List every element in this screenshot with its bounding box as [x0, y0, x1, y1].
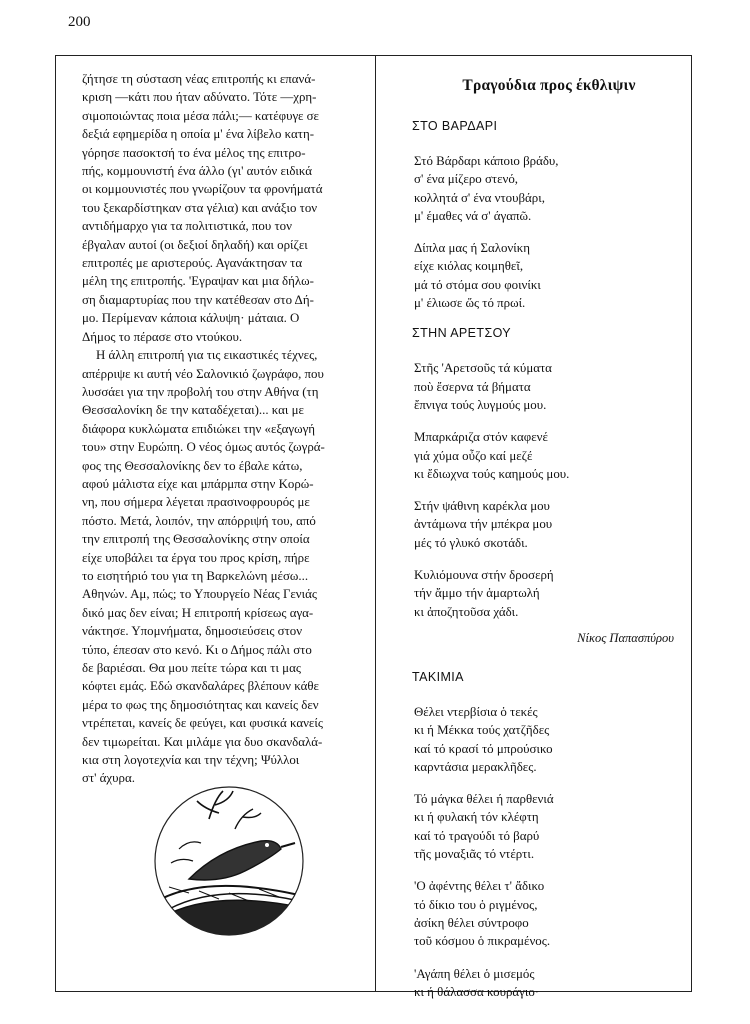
verse-line: Τό μάγκα θέλει ή παρθενιά: [414, 792, 554, 807]
verse-line: κολλητά σ' ένα ντουβάρι,: [414, 190, 545, 205]
verse-line: ποὺ ἔσερνα τά βήματα: [414, 379, 531, 394]
stanza: [414, 428, 678, 483]
stanza: [414, 239, 678, 312]
article-line: δεξιά εφημερίδα η οποία μ' ένα λίβελο κατη-: [82, 127, 314, 142]
verse-line: τῆς μοναξιᾶς τό ντέρτι.: [414, 847, 535, 862]
article-line: οι κομμουνιστές που γνωρίζουν τα φρονήματά: [82, 182, 323, 197]
stanza: [414, 965, 678, 1002]
article-line: πόστο. Μετά, λοιπόν, την απόρριψή του, από: [82, 513, 316, 528]
verse-line: κι ή θάλασσα κουράγιο·: [414, 984, 540, 999]
verse-line: μ' έλιωσε ὥς τό πρωί.: [414, 296, 526, 311]
stanza: [414, 152, 678, 225]
article-line: δικό μας δεν είναι; Η επιτροπή κρίσεως αγα-: [82, 605, 314, 620]
verse-line: 'Αγάπη θέλει ὁ μισεμός: [414, 966, 535, 981]
article-line: λυσσάει για την προβολή του στην Αθήνα (τη: [82, 384, 319, 399]
article-line: του ξεκαρδίστηκαν στα γέλια) και ανάξιο τον: [82, 200, 318, 215]
verse-line: Κυλιόμουνα στήν δροσερή: [414, 568, 554, 583]
article-line: Αθηνών. Αμ, πώς; το Υπουργείο Νέας Γενιάς: [82, 587, 317, 602]
article-line: νη, που σήμερα λέγεται πρασινοφρουρός με: [82, 495, 310, 510]
verse-line: κι ή φυλακή τόν κλέφτη: [414, 810, 539, 825]
verse-line: κι ή Μέκκα τούς χατζῆδες: [414, 723, 550, 738]
article-paragraph: [82, 70, 365, 346]
song-title: ΤΑΚΙΜΙΑ: [412, 669, 464, 684]
song-title: ΣΤΗΝ ΑΡΕΤΣΟΥ: [412, 326, 512, 341]
verse-line: είχε κιόλας κοιμηθεῖ,: [414, 259, 524, 274]
page-number: 200: [68, 14, 91, 30]
songs-column: [412, 72, 678, 1015]
verse-line: τοῦ κόσμου ὁ πικραμένος.: [414, 934, 551, 949]
verse-line: Στό Βάρδαρι κάποιο βράδυ,: [414, 154, 559, 168]
verse-line: καί τό κρασί τό μπρούσικο: [414, 741, 553, 756]
verse-line: μές τό γλυκό σκοτάδι.: [414, 535, 528, 550]
article-line: ση διαμαρτυρίας που την κατέθεσαν στο Δή-: [82, 292, 314, 307]
article-line: του» στην Ευρώπη. Ο νέος όμως αυτός ζωγρά-: [82, 440, 325, 455]
verse-line: γιά χύμα οὖζο καί μεζέ: [414, 448, 533, 463]
article-line: Θεσσαλονίκη δε την καταδέχεται)... και με: [82, 403, 304, 418]
verse-line: σ' ένα μίζερο στενό,: [414, 172, 518, 187]
verse-line: καρντάσια μερακλῆδες.: [414, 759, 537, 774]
article-line: είχε υποβάλει τα έργα του προς κρίση, πήρε: [82, 550, 310, 565]
article-line: κριση —κάτι που ήταν αδύνατο. Τότε —χρη-: [82, 90, 317, 105]
stanza: [414, 877, 678, 950]
verse-line: Θέλει ντερβίσια ὁ τεκές: [414, 704, 538, 719]
verse-line: κι ἔδιωχνα τούς καημούς μου.: [414, 466, 570, 481]
verse-line: Στήν ψάθινη καρέκλα μου: [414, 499, 550, 514]
verse-line: μ' έμαθες νά σ' άγαπῶ.: [414, 208, 532, 223]
verse-line: Στῆς 'Αρετσοῦς τά κύματα: [414, 361, 552, 376]
stanza: [414, 566, 678, 621]
article-line: μέλη της επιτροπής. 'Εγραψαν και μια δήλω-: [82, 274, 314, 289]
verse-line: κι ἀποζητοῦσα χάδι.: [414, 604, 519, 619]
article-line: δεν τιμωρείται. Και μιλάμε για δυο σκανδαλά-: [82, 734, 323, 749]
article-line: διάφορα κυκλώματα επιδιώκει την «εξαγωγή: [82, 421, 316, 436]
bird-nest-illustration: [149, 779, 309, 939]
article-line: ντρέπεται, κανείς δε φεύγει, και φυσικά κανείς: [82, 716, 323, 731]
article-line: την επιτροπή της Θεσσαλονίκης στην οποία: [82, 532, 310, 547]
verse-line: μά τό στόμα σου φοινίκι: [414, 277, 541, 292]
songs-list: [412, 119, 678, 1001]
article-column: [82, 70, 365, 788]
verse-line: ἔπνιγα τούς λυγμούς μου.: [414, 397, 547, 412]
article-line: στ' άχυρα.: [82, 771, 135, 786]
article-line: μέρα το φως της δημοσιότητας και κανείς δεν: [82, 697, 319, 712]
song-title: ΣΤΟ ΒΑΡΔΑΡΙ: [412, 119, 498, 133]
verse-line: ἀσίκη θέλει σύντροφο: [414, 915, 529, 930]
article-line: ζήτησε τη σύσταση νέας επιτροπής κι επανά-: [82, 72, 316, 86]
song-author: Νίκος Παπασπύρου: [577, 630, 674, 645]
stanza: [414, 497, 678, 552]
article-line: νάκτησε. Υπομνήματα, δημοσιεύσεις στον: [82, 624, 303, 639]
verse-line: ἀντάμωνα τήν μπέκρα μου: [414, 517, 553, 532]
article-line: κόφτει εμάς. Εδώ σκανδαλάρες βλέπουν κάθε: [82, 679, 319, 694]
article-line: αντιδήμαρχο για τα πολιτιστικά, που τον: [82, 219, 292, 234]
article-line: Δήμος το πέρασε στο ντούκου.: [82, 329, 243, 344]
verse-line: τό δίκιο του ὁ ριγμένος,: [414, 897, 538, 912]
stanza: [414, 359, 678, 414]
article-line: τύπο, έπεσαν στο κενό. Κι ο Δήμος πάλι στο: [82, 642, 312, 657]
article-line: απέρριψε κι αυτή νέο Σαλονικιό ζωγράφο, που: [82, 366, 324, 381]
article-line: σιμοποιώντας ποια μέσα πάλι;— κατέφυγε σε: [82, 108, 319, 123]
article-line: φος της Θεσσαλονίκης δεν το έβαλε κάτω,: [82, 458, 303, 473]
article-paragraph: [82, 346, 365, 788]
songs-heading: Τραγούδια προς έκθλιψιν: [462, 77, 636, 94]
verse-line: τήν ἄμμο τήν ἁμαρτωλή: [414, 586, 540, 601]
stanza: [414, 790, 678, 863]
stanza: [414, 703, 678, 776]
article-line: δε βαριέσαι. Θα μου πείτε τώρα και τι μας: [82, 661, 301, 675]
article-line: πής, κομμουνιστή ένα άλλο (γι' αυτόν ειδικά: [82, 164, 313, 179]
article-line: γόρησε πασοκτσή το ένα μέλος της επιτρο-: [82, 145, 306, 160]
article-line: Η άλλη επιτροπή για τις εικαστικές τέχνες,: [96, 348, 318, 363]
article-line: το εισητήριό του για τη Βαρκελώνη μέσω...: [82, 568, 309, 583]
verse-line: καί τό τραγούδι τό βαρύ: [414, 828, 540, 843]
verse-line: Δίπλα μας ή Σαλονίκη: [414, 241, 530, 256]
column-divider: [375, 55, 376, 992]
article-line: έβγαλαν αυτοί (οι δεξιοί δηλαδή) και ορίζει: [82, 237, 308, 252]
article-line: μο. Περίμεναν κάποια κάλυψη· μάταια. Ο: [82, 311, 300, 326]
verse-line: 'Ο ἀφέντης θέλει τ' ἄδικο: [414, 879, 545, 894]
article-line: αφού μάλιστα είχε και μπάρμπα στην Κορώ-: [82, 476, 314, 491]
article-line: κια στη λογοτεχνία και την τέχνη; Ψύλλοι: [82, 753, 300, 768]
verse-line: Μπαρκάριζα στόν καφενέ: [414, 430, 548, 445]
article-line: επιτροπές με αριστερούς. Αγανάκτησαν τα: [82, 256, 303, 271]
